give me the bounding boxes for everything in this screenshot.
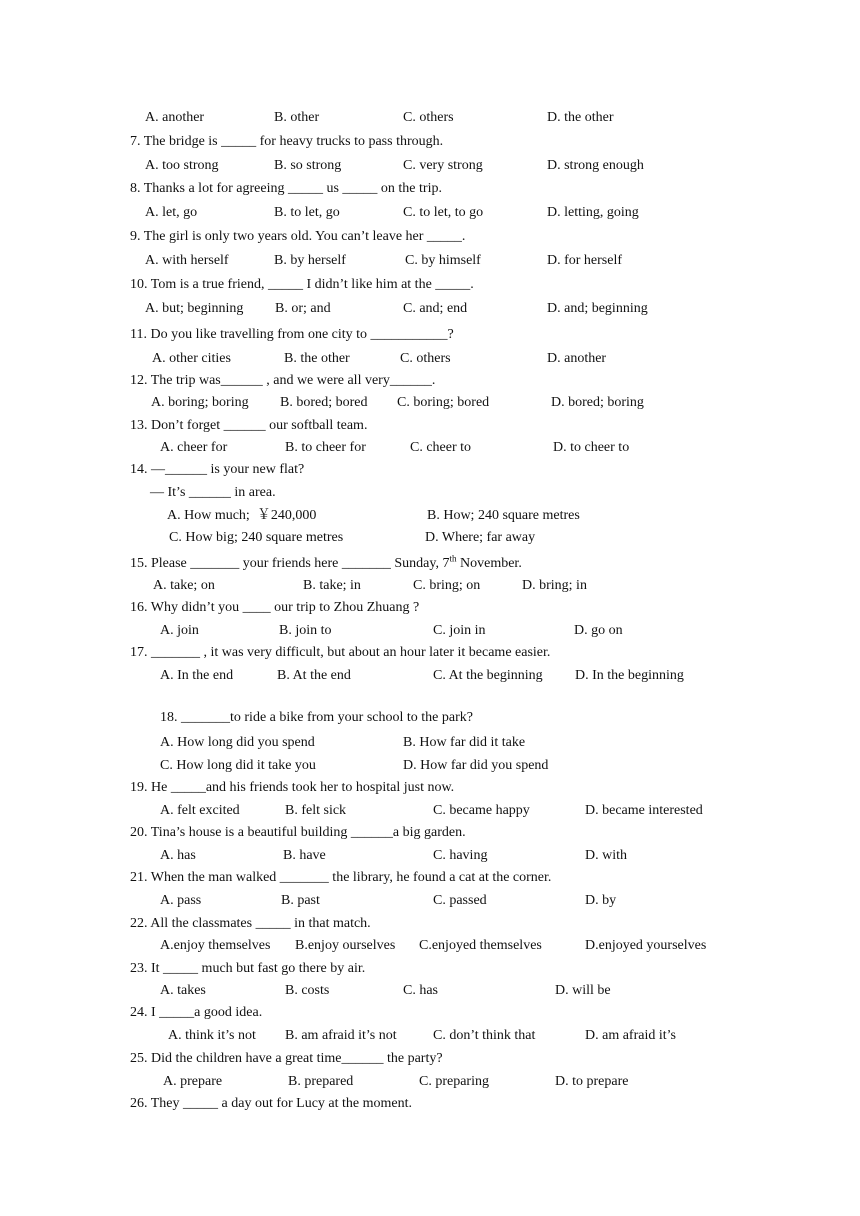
question-stem: 23. It _____ much but fast go there by air. xyxy=(130,961,366,976)
answer-option: A. other cities xyxy=(152,351,231,366)
answer-option: B.enjoy ourselves xyxy=(295,938,396,953)
answer-option: D. another xyxy=(547,351,607,366)
answer-option: D. bring; in xyxy=(522,578,587,593)
question-stem: 17. _______ , it was very difficult, but about an hour later it became easier. xyxy=(130,645,551,660)
question-stem: 20. Tina’s house is a beautiful building ______a big garden. xyxy=(130,825,466,840)
question-stem: 12. The trip was______ , and we were all very______. xyxy=(130,373,436,388)
answer-option: C. to let, to go xyxy=(403,205,484,220)
answer-option: B. join to xyxy=(279,623,332,638)
answer-option: C.enjoyed themselves xyxy=(419,938,542,953)
answer-option: A. felt excited xyxy=(160,803,240,818)
answer-option: D. Where; far away xyxy=(425,530,536,545)
answer-option: A. How long did you spend xyxy=(160,735,315,750)
answer-option: A. cheer for xyxy=(160,440,228,455)
answer-option: C. others xyxy=(400,351,451,366)
answer-option: A. another xyxy=(145,110,205,125)
answer-option: D. will be xyxy=(555,983,611,998)
answer-option: B. bored; bored xyxy=(280,395,368,410)
question-stem: 25. Did the children have a great time______ the party? xyxy=(130,1051,443,1066)
answer-option: B. costs xyxy=(285,983,330,998)
answer-option: B. prepared xyxy=(288,1074,354,1089)
answer-option: B. by herself xyxy=(274,253,346,268)
answer-option: C. very strong xyxy=(403,158,483,173)
answer-option: C. How big; 240 square metres xyxy=(169,530,344,545)
answer-option: D.enjoyed yourselves xyxy=(585,938,707,953)
answer-option: A. let, go xyxy=(145,205,198,220)
answer-option: D. with xyxy=(585,848,627,863)
question-stem: 14. —______ is your new flat? xyxy=(130,462,305,477)
answer-option: A. join xyxy=(160,623,199,638)
answer-option: C. bring; on xyxy=(413,578,481,593)
answer-option: C. others xyxy=(403,110,454,125)
question-stem: 24. I _____a good idea. xyxy=(130,1005,263,1020)
answer-option: A. takes xyxy=(160,983,206,998)
answer-option: A. pass xyxy=(160,893,202,908)
answer-option: C. join in xyxy=(433,623,486,638)
answer-option: B. or; and xyxy=(275,301,331,316)
answer-option: B. to cheer for xyxy=(285,440,366,455)
answer-option: C. How long did it take you xyxy=(160,758,316,773)
answer-option: C. At the beginning xyxy=(433,668,543,683)
answer-option: D. letting, going xyxy=(547,205,639,220)
answer-option: D. How far did you spend xyxy=(403,758,549,773)
answer-option: C. and; end xyxy=(403,301,468,316)
answer-option: B. How far did it take xyxy=(403,735,526,750)
question-stem: 7. The bridge is _____ for heavy trucks to pass through. xyxy=(130,134,444,149)
answer-option: B. At the end xyxy=(277,668,351,683)
answer-option: D. In the beginning xyxy=(575,668,684,683)
answer-option: B. felt sick xyxy=(285,803,347,818)
answer-option: D. the other xyxy=(547,110,614,125)
answer-option: D. to prepare xyxy=(555,1074,629,1089)
answer-option: C. by himself xyxy=(405,253,481,268)
answer-option: C. preparing xyxy=(419,1074,489,1089)
answer-option: D. by xyxy=(585,893,617,908)
question-stem: 15. Please _______ your friends here _______ Sunday, 7th November. xyxy=(130,553,522,571)
answer-option: D. bored; boring xyxy=(551,395,644,410)
answer-option: D. became interested xyxy=(585,803,703,818)
answer-option: A. with herself xyxy=(145,253,229,268)
answer-option: A. think it’s not xyxy=(168,1028,256,1043)
answer-option: C. passed xyxy=(433,893,487,908)
answer-option: B. past xyxy=(281,893,320,908)
answer-option: D. and; beginning xyxy=(547,301,648,316)
answer-option: C. became happy xyxy=(433,803,530,818)
question-stem: 18. _______to ride a bike from your school to the park? xyxy=(160,710,473,725)
answer-option: A. too strong xyxy=(145,158,219,173)
question-stem: — It’s ______ in area. xyxy=(150,485,276,500)
answer-option: A. prepare xyxy=(163,1074,223,1089)
answer-option: B. to let, go xyxy=(274,205,340,220)
answer-option: D. am afraid it’s xyxy=(585,1028,676,1043)
answer-option: C. having xyxy=(433,848,488,863)
question-stem: 26. They _____ a day out for Lucy at the moment. xyxy=(130,1096,413,1111)
answer-option: B. the other xyxy=(284,351,350,366)
answer-option: C. boring; bored xyxy=(397,395,490,410)
answer-option: A. has xyxy=(160,848,196,863)
answer-option: A.enjoy themselves xyxy=(160,938,271,953)
answer-option: A. How much; ￥240,000 xyxy=(167,508,317,523)
answer-option: D. go on xyxy=(574,623,623,638)
answer-option: D. for herself xyxy=(547,253,623,268)
answer-option: B. am afraid it’s not xyxy=(285,1028,397,1043)
answer-option: B. take; in xyxy=(303,578,361,593)
question-stem: 21. When the man walked _______ the library, he found a cat at the corner. xyxy=(130,870,552,885)
question-stem: 9. The girl is only two years old. You can’t leave her _____. xyxy=(130,229,466,244)
question-stem: 10. Tom is a true friend, _____ I didn’t like him at the _____. xyxy=(130,277,474,292)
answer-option: B. so strong xyxy=(274,158,342,173)
question-stem: 13. Don’t forget ______ our softball team. xyxy=(130,418,368,433)
answer-option: C. has xyxy=(403,983,438,998)
answer-option: B. have xyxy=(283,848,326,863)
answer-option: A. but; beginning xyxy=(145,301,244,316)
question-stem: 22. All the classmates _____ in that match. xyxy=(130,916,371,931)
answer-option: A. boring; boring xyxy=(151,395,249,410)
answer-option: A. In the end xyxy=(160,668,234,683)
answer-option: D. strong enough xyxy=(547,158,644,173)
question-stem: 16. Why didn’t you ____ our trip to Zhou Zhuang ? xyxy=(130,600,420,615)
answer-option: C. cheer to xyxy=(410,440,472,455)
answer-option: B. How; 240 square metres xyxy=(427,508,580,523)
question-stem: 11. Do you like travelling from one city to ___________? xyxy=(130,327,454,342)
question-stem: 8. Thanks a lot for agreeing _____ us _____ on the trip. xyxy=(130,181,442,196)
answer-option: C. don’t think that xyxy=(433,1028,536,1043)
answer-option: B. other xyxy=(274,110,320,125)
answer-option: D. to cheer to xyxy=(553,440,630,455)
answer-option: A. take; on xyxy=(153,578,215,593)
question-stem: 19. He _____and his friends took her to hospital just now. xyxy=(130,780,455,795)
